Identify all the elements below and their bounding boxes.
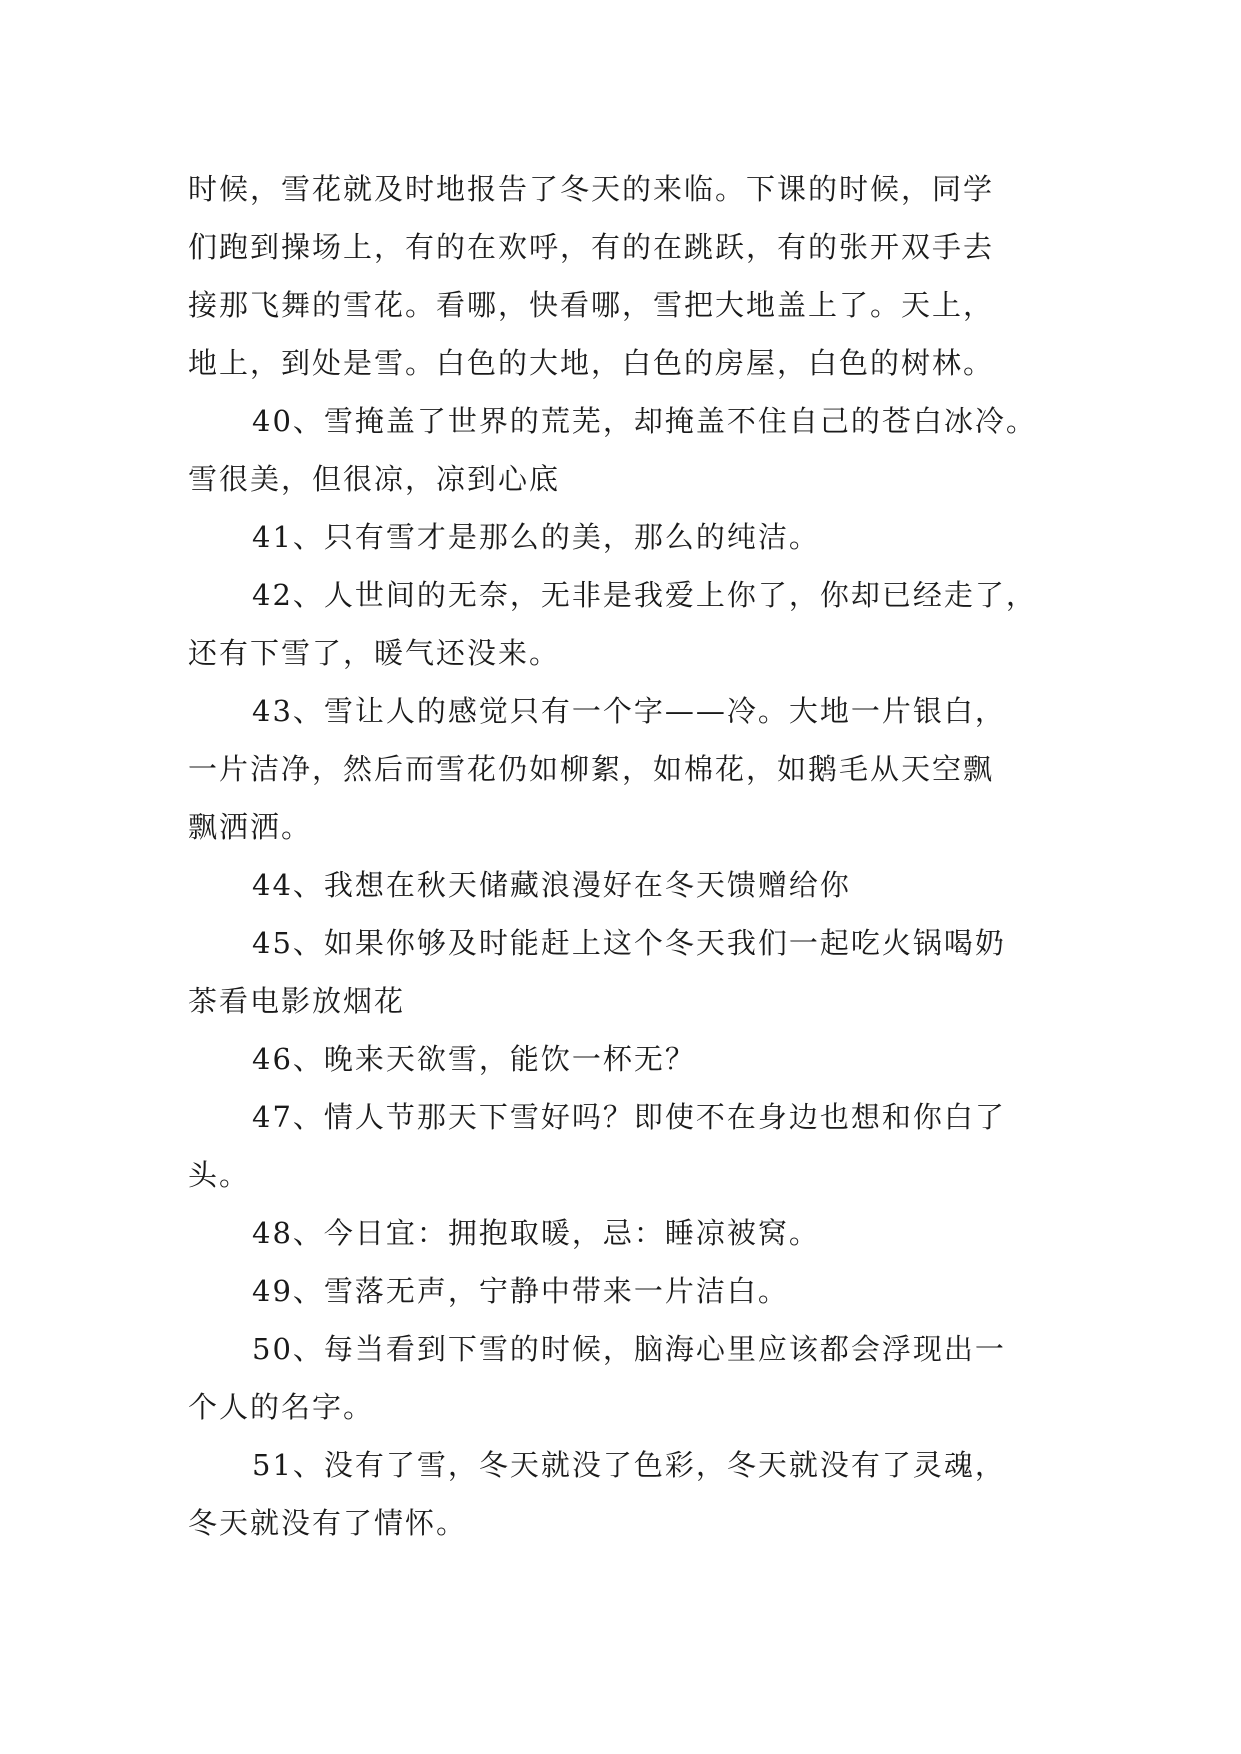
text-line: 飘洒洒。	[188, 810, 313, 844]
text-line-item-40: 40、雪掩盖了世界的荒芜，却掩盖不住自己的苍白冰冷。	[252, 404, 1037, 438]
text-line-item-47: 47、情人节那天下雪好吗？即使不在身边也想和你白了	[252, 1100, 1006, 1134]
text-line-item-43: 43、雪让人的感觉只有一个字——冷。大地一片银白，	[252, 694, 1006, 728]
text-line: 雪很美，但很凉，凉到心底	[188, 462, 561, 496]
text-line: 头。	[188, 1158, 251, 1192]
text-line-item-45: 45、如果你够及时能赶上这个冬天我们一起吃火锅喝奶	[252, 926, 1006, 960]
text-line: 时候，雪花就及时地报告了冬天的来临。下课的时候，同学	[188, 172, 995, 206]
text-line-item-46: 46、晚来天欲雪，能饮一杯无？	[252, 1042, 696, 1076]
text-line-item-48: 48、今日宜：拥抱取暖，忌：睡凉被窝。	[252, 1216, 820, 1250]
text-line: 接那飞舞的雪花。看哪，快看哪，雪把大地盖上了。天上，	[188, 288, 995, 322]
text-line-item-51: 51、没有了雪，冬天就没了色彩，冬天就没有了灵魂，	[252, 1448, 1006, 1482]
text-line: 一片洁净，然后而雪花仍如柳絮，如棉花，如鹅毛从天空飘	[188, 752, 995, 786]
text-line-item-41: 41、只有雪才是那么的美，那么的纯洁。	[252, 520, 820, 554]
text-line: 们跑到操场上，有的在欢呼，有的在跳跃，有的张开双手去	[188, 230, 995, 264]
text-line: 还有下雪了，暖气还没来。	[188, 636, 561, 670]
text-line: 茶看电影放烟花	[188, 984, 406, 1018]
text-line: 个人的名字。	[188, 1390, 375, 1424]
text-line-item-50: 50、每当看到下雪的时候，脑海心里应该都会浮现出一	[252, 1332, 1006, 1366]
document-body	[188, 160, 1068, 1552]
text-line-item-44: 44、我想在秋天储藏浪漫好在冬天馈赠给你	[252, 868, 851, 902]
text-line-item-49: 49、雪落无声，宁静中带来一片洁白。	[252, 1274, 789, 1308]
text-line: 冬天就没有了情怀。	[188, 1506, 468, 1540]
text-line: 地上，到处是雪。白色的大地，白色的房屋，白色的树林。	[188, 346, 995, 380]
text-line-item-42: 42、人世间的无奈，无非是我爱上你了，你却已经走了，	[252, 578, 1037, 612]
